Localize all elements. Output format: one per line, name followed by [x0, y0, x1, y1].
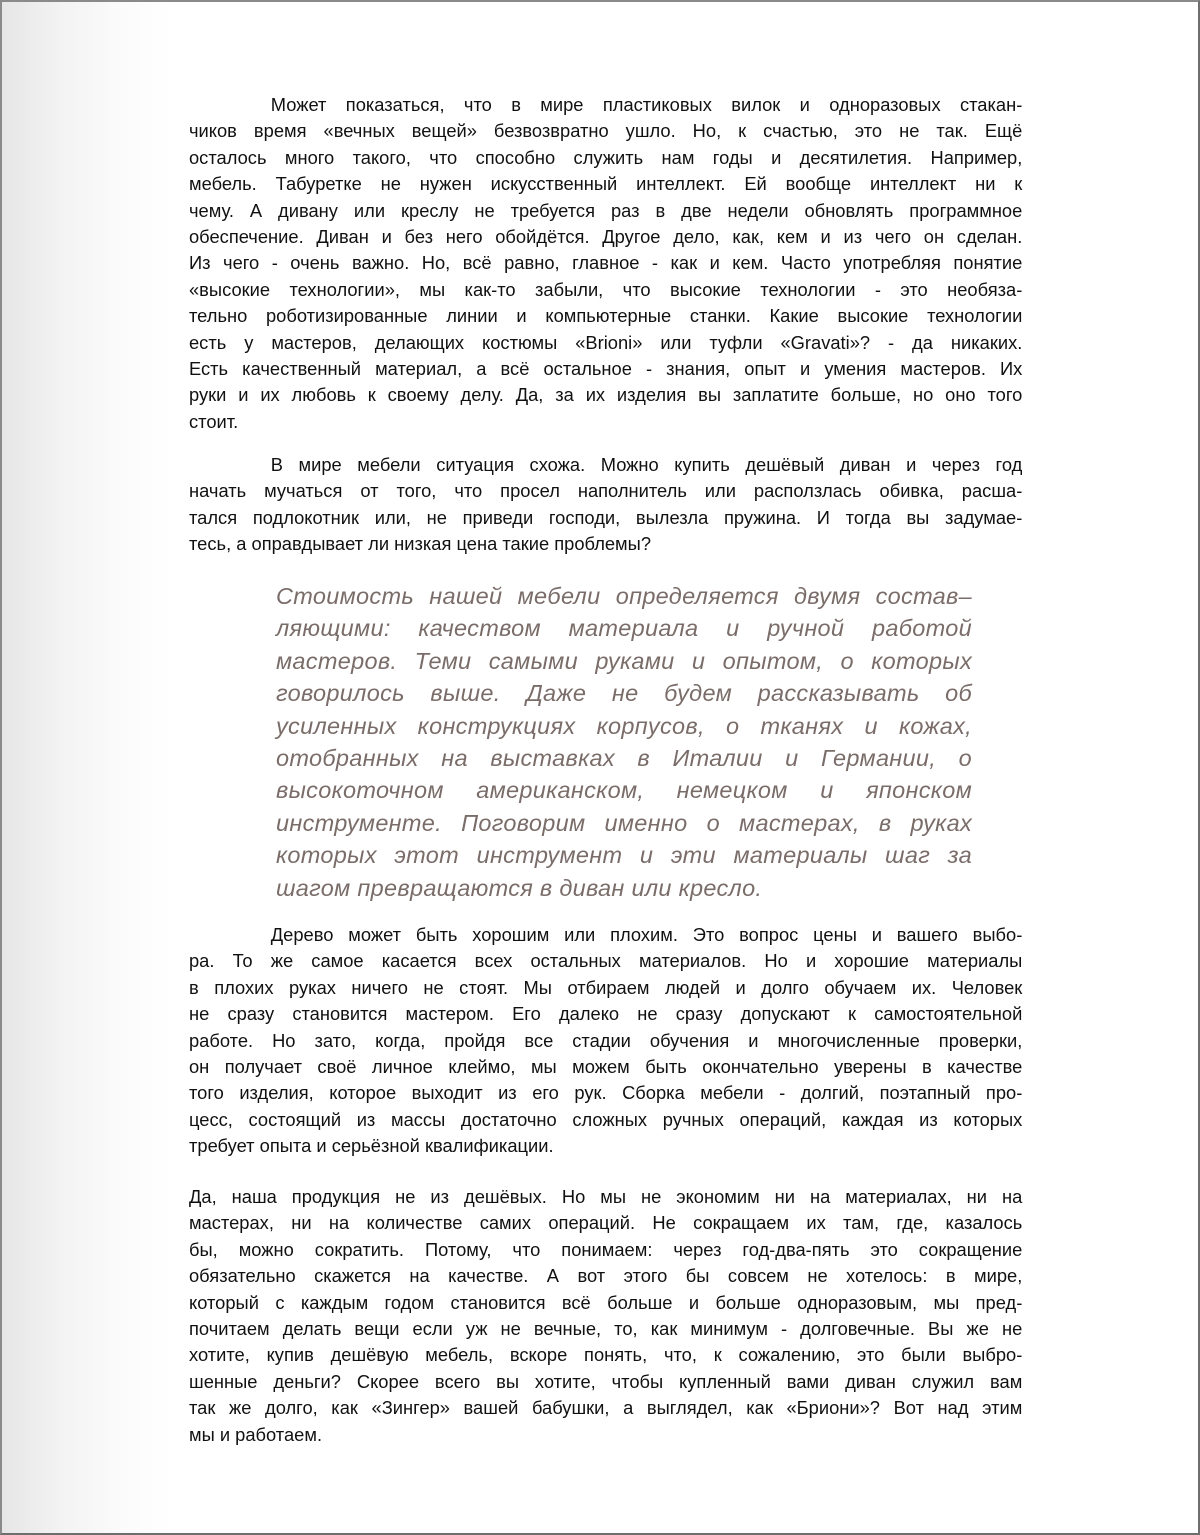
quote-line: Стоимость нашей мебели определяется двумя состав–	[276, 583, 972, 609]
paragraph-4	[189, 1184, 1035, 1448]
text-line: Из чего - очень важно. Но, всё равно, главное - как и кем. Часто употребляя понятие	[189, 252, 1023, 274]
text-line: мебель. Табуретке не нужен искусственный интеллект. Ей вообще интеллект ни к	[189, 173, 1023, 195]
quote-line: отобранных на выставках в Италии и Германии, о	[276, 744, 972, 771]
text-line: в плохих руках ничего не стоят. Мы отбираем людей и долго обучаем их. Человек	[189, 976, 1023, 998]
paragraph-2	[189, 452, 1035, 558]
quote-line: шагом превращаются в диван или кресло.	[276, 874, 763, 901]
text-line: тельно роботизированные линии и компьютерные станки. Какие высокие технологии	[189, 305, 1023, 327]
text-line: ра. То же самое касается всех остальных материалов. Но и хорошие материалы	[189, 950, 1023, 972]
paragraph-3	[189, 922, 1035, 1160]
text-line: осталось много такого, что способно служить нам годы и десятилетия. Например,	[189, 146, 1023, 168]
text-line: В мире мебели ситуация схожа. Можно купить дешёвый диван и через год	[270, 454, 1023, 475]
text-line: работе. Но зато, когда, пройдя все стадии обучения и многочисленные проверки,	[189, 1029, 1023, 1051]
text-line: «высокие технологии», мы как-то забыли, что высокие технологии - это необяза-	[189, 278, 1023, 300]
text-line: начать мучаться от того, что просел наполнитель или расползлась обивка, расша-	[189, 480, 1023, 502]
text-line: стоит.	[189, 410, 239, 432]
text-line: того изделия, которое выходит из его рук. Сборка мебели - долгий, поэтапный про-	[189, 1082, 1023, 1104]
text-line: Может показаться, что в мире пластиковых вилок и одноразовых стакан-	[270, 94, 1023, 115]
text-line: Да, наша продукция не из дешёвых. Но мы не экономим ни на материалах, ни на	[189, 1186, 1023, 1207]
text-line: обеспечение. Диван и без него обойдётся. Другое дело, как, кем и из чего он сделан.	[189, 225, 1023, 247]
quote-line: говорилось выше. Даже не будем рассказывать об	[276, 680, 972, 707]
quote-line: усиленных конструкциях корпусов, о тканях и кожах,	[276, 712, 972, 739]
paragraph-1	[189, 92, 1035, 435]
text-line: Есть качественный материал, а всё остальное - знания, опыт и умения мастеров. Их	[189, 357, 1023, 379]
text-line: хотите, купив дешёвую мебель, вскоре понять, что, к сожалению, это были выбро-	[189, 1344, 1023, 1366]
text-line: мы и работаем.	[189, 1423, 323, 1445]
text-line: не сразу становится мастером. Его далеко не сразу допускают к самостоятельной	[189, 1003, 1023, 1025]
text-line: который с каждым годом становится всё больше и больше одноразовым, мы пред-	[189, 1291, 1023, 1313]
text-line: чиков время «вечных вещей» безвозвратно ушло. Но, к счастью, это не так. Ещё	[189, 120, 1023, 142]
text-line: цесс, состоящий из массы достаточно сложных ручных операций, каждая из которых	[189, 1108, 1023, 1130]
pull-quote	[276, 580, 972, 904]
text-line: почитаем делать вещи если уж не вечные, то, как минимум - долговечные. Вы же не	[189, 1317, 1023, 1339]
text-line: требует опыта и серьёзной квалификации.	[189, 1135, 554, 1157]
text-line: есть у мастеров, делающих костюмы «Brioni» или туфли «Gravati»? - да никаких.	[189, 331, 1023, 353]
text-line: руки и их любовь к своему делу. Да, за их изделия вы заплатите больше, но оно того	[189, 384, 1023, 406]
text-line: тесь, а оправдывает ли низкая цена такие проблемы?	[189, 533, 652, 555]
text-line: так же долго, как «Зингер» вашей бабушки, а выглядел, как «Бриони»? Вот над этим	[189, 1397, 1023, 1419]
text-line: тался подлокотник или, не приведи господи, вылезла пружина. И тогда вы задумае-	[189, 506, 1023, 528]
text-line: мастерах, ни на количестве самих операций. Не сокращаем их там, где, казалось	[189, 1212, 1023, 1234]
text-line: чему. А дивану или креслу не требуется раз в две недели обновлять программное	[189, 199, 1023, 221]
text-line: обязательно скажется на качестве. А вот этого бы совсем не хотелось: в мире,	[189, 1265, 1023, 1287]
text-line: он получает своё личное клеймо, мы можем быть окончательно уверены в качестве	[189, 1055, 1023, 1077]
quote-line: высокоточном американском, немецком и японском	[276, 777, 972, 804]
quote-line: ляющими: качеством материала и ручной работой	[276, 615, 972, 642]
quote-line: мастеров. Теми самыми руками и опытом, о которых	[276, 647, 972, 674]
text-line: шенные деньги? Скорее всего вы хотите, чтобы купленный вами диван служил вам	[189, 1370, 1023, 1392]
quote-line: инструменте. Поговорим именно о мастерах, в руках	[276, 809, 972, 836]
quote-line: которых этот инструмент и эти материалы шаг за	[276, 842, 972, 869]
text-line: Дерево может быть хорошим или плохим. Это вопрос цены и вашего выбо-	[270, 924, 1023, 945]
text-line: бы, можно сократить. Потому, что понимаем: через год-два-пять это сокращение	[189, 1238, 1023, 1260]
